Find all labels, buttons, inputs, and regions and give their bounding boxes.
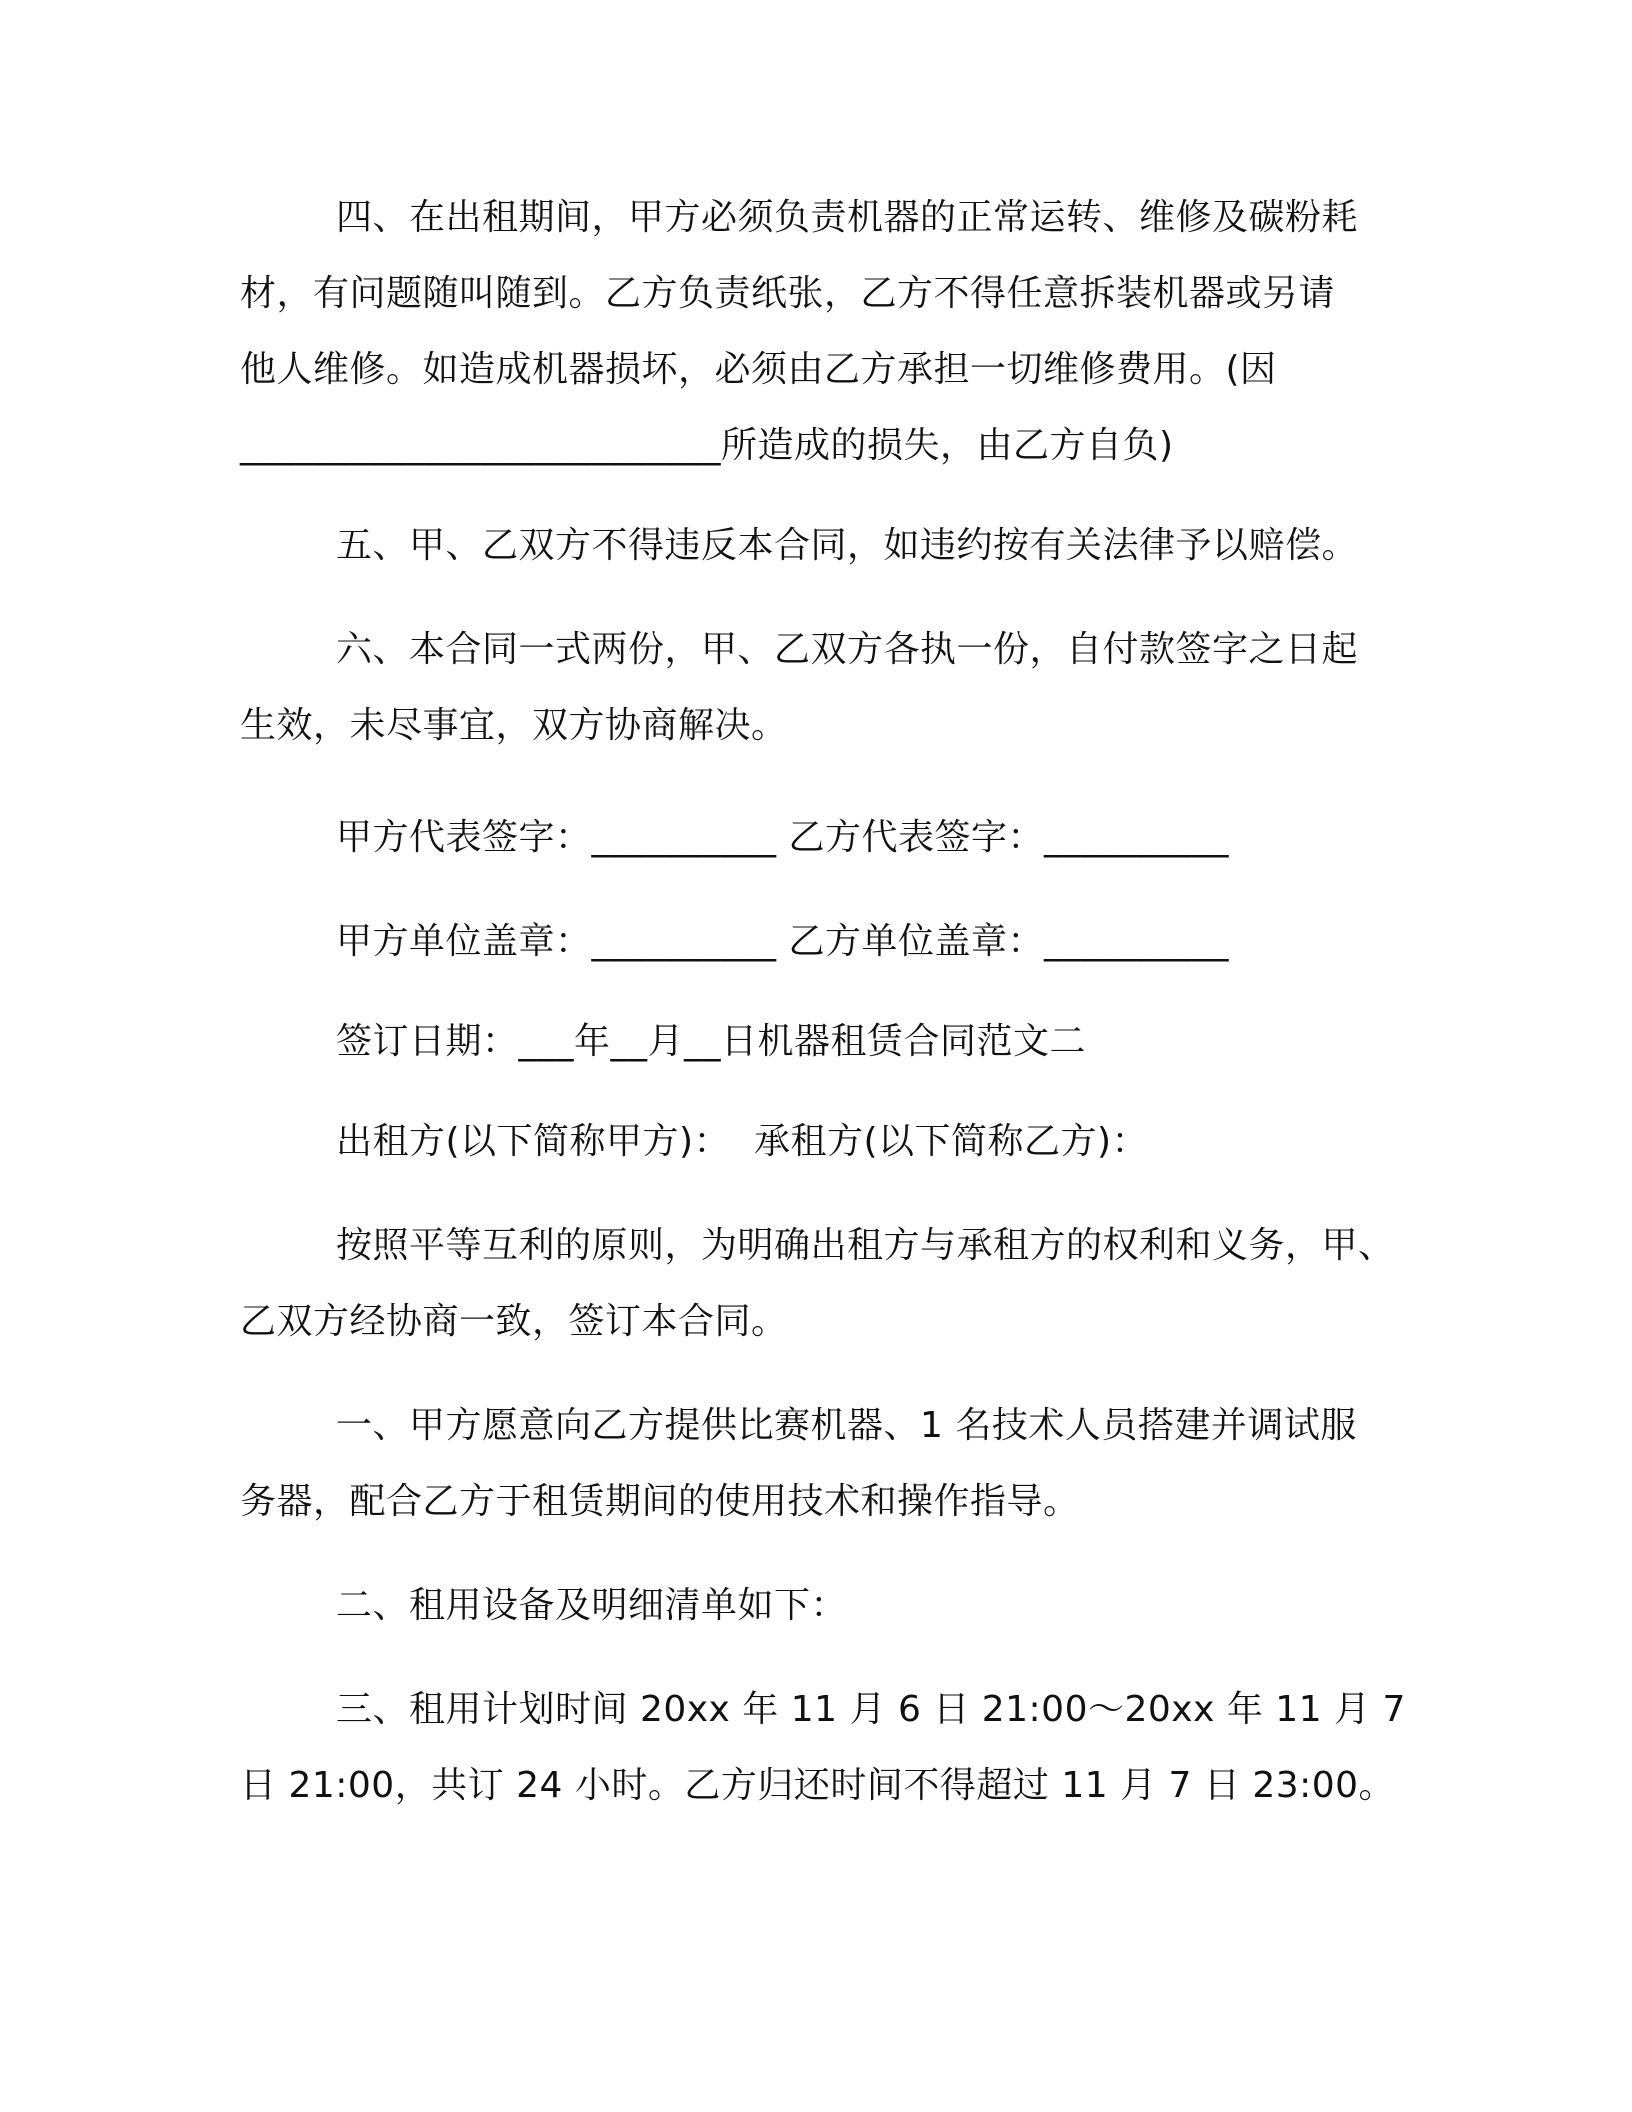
clause-1-line-1: 一、甲方愿意向乙方提供比赛机器、1 名技术人员搭建并调试服 [336,1405,1357,1446]
clause-4-line-3: 他人维修。如造成机器损坏，必须由乙方承担一切维修费用。(因 [240,349,1277,390]
preamble-line-1: 按照平等互利的原则，为明确出租方与承租方的权利和义务，甲、 [336,1225,1395,1266]
signing-date-line: 签订日期：___年__月__日机器租赁合同范文二 [336,1021,1087,1062]
clause-5-line-1: 五、甲、乙双方不得违反本合同，如违约按有关法律予以赔偿。 [336,525,1359,566]
signature-line: 甲方代表签字：__________ 乙方代表签字：__________ [336,817,1229,858]
clause-4-line-2: 材，有问题随叫随到。乙方负责纸张，乙方不得任意拆装机器或另请 [240,273,1336,314]
clause-6-line-2: 生效，未尽事宜，双方协商解决。 [240,705,788,746]
clause-1-line-2: 务器，配合乙方于租赁期间的使用技术和操作指导。 [240,1481,1080,1522]
preamble-line-2: 乙双方经协商一致，签订本合同。 [240,1301,788,1342]
clause-3-line-2: 日 21:00，共订 24 小时。乙方归还时间不得超过 11 月 7 日 23:00。 [240,1765,1396,1806]
clause-4-line-4: __________________________所造成的损失，由乙方自负) [240,425,1174,466]
clause-2-line-1: 二、租用设备及明细清单如下： [336,1585,848,1626]
seal-line: 甲方单位盖章：__________ 乙方单位盖章：__________ [336,921,1229,962]
clause-4-line-1: 四、在出租期间，甲方必须负责机器的正常运转、维修及碳粉耗 [336,197,1359,238]
clause-6-line-1: 六、本合同一式两份，甲、乙双方各执一份，自付款签字之日起 [336,629,1359,670]
clause-3-line-1: 三、租用计划时间 20xx 年 11 月 6 日 21:00～20xx 年 11 月 7 [336,1689,1406,1730]
parties-line: 出租方(以下简称甲方)： 承租方(以下简称乙方)： [336,1121,1149,1162]
